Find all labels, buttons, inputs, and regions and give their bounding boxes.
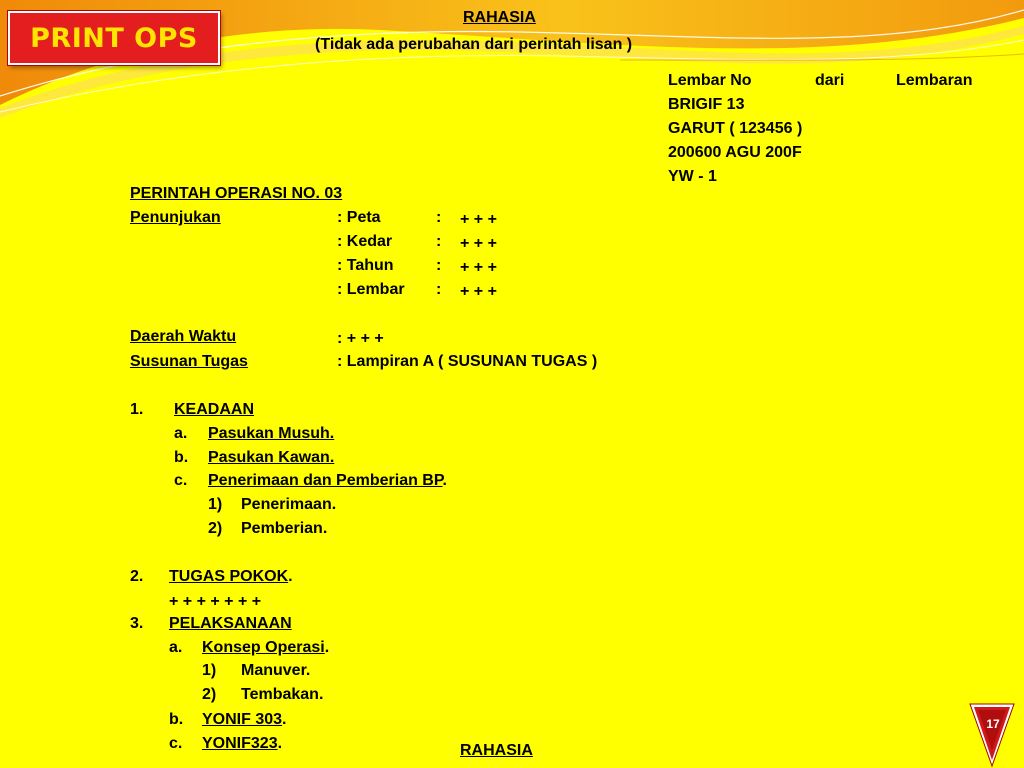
top-classification: RAHASIA	[463, 9, 536, 26]
item-1a-text: Pasukan Musuh.	[208, 425, 335, 442]
item-3b-letter: b.	[169, 711, 184, 728]
sheet-number-label: Lembar No	[668, 72, 752, 89]
lembar-value: + + +	[460, 283, 497, 300]
item-3a-line	[202, 638, 329, 658]
header-location: GARUT ( 123456 )	[668, 120, 803, 137]
item-1c2-text: Pemberian.	[241, 520, 328, 537]
item-1c1-text: Penerimaan.	[241, 496, 337, 513]
header-unit: BRIGIF 13	[668, 96, 745, 113]
section-2-body: + + + + + + +	[169, 593, 262, 610]
section-2-title: TUGAS POKOK	[169, 568, 289, 585]
penunjukan-label: Penunjukan	[130, 209, 221, 226]
slide-title-box	[8, 11, 220, 65]
page-number: 17	[986, 717, 1000, 731]
item-3c-letter: c.	[169, 735, 183, 752]
task-organization-value: : Lampiran A ( SUSUNAN TUGAS )	[337, 353, 598, 370]
item-3b-text: YONIF 303	[202, 711, 283, 728]
tahun-separator: :	[436, 257, 442, 274]
map-value: + + +	[460, 211, 497, 228]
item-3a1-number: 1)	[202, 662, 217, 679]
tahun-value: + + +	[460, 259, 497, 276]
item-1c-text: Penerimaan dan Pemberian BP	[208, 472, 443, 489]
map-key: : Peta	[337, 209, 381, 226]
section-1-title: KEADAAN	[174, 401, 254, 418]
header-note: (Tidak ada perubahan dari perintah lisan )	[315, 36, 633, 53]
item-3a2-number: 2)	[202, 686, 217, 703]
time-zone-value: : + + +	[337, 330, 384, 347]
lembar-separator: :	[436, 281, 442, 298]
item-3c-text: YONIF323	[202, 735, 278, 752]
item-1b-letter: b.	[174, 449, 189, 466]
section-3-number: 3.	[130, 615, 144, 632]
item-1c-suffix: .	[442, 472, 447, 489]
slide-title: PRINT OPS	[30, 22, 198, 54]
kedar-value: + + +	[460, 235, 497, 252]
section-3-title: PELAKSANAAN	[169, 615, 292, 632]
task-organization-label: Susunan Tugas	[130, 353, 248, 370]
item-3b-suffix: .	[282, 711, 287, 728]
time-zone-label: Daerah Waktu	[130, 328, 237, 345]
item-1c-line	[208, 471, 447, 491]
item-3a-text: Konsep Operasi	[202, 639, 325, 656]
kedar-separator: :	[436, 233, 442, 250]
lembar-key: : Lembar	[337, 281, 405, 298]
kedar-key: : Kedar	[337, 233, 393, 250]
item-3a1-text: Manuver.	[241, 662, 311, 679]
header-datetime: 200600 AGU 200F	[668, 144, 802, 161]
item-3b-line	[202, 710, 286, 730]
order-title: PERINTAH OPERASI NO. 03	[130, 185, 343, 202]
sheet-of-label: dari	[815, 72, 845, 89]
item-3a2-text: Tembakan.	[241, 686, 324, 703]
item-1b-text: Pasukan Kawan.	[208, 449, 335, 466]
tahun-key: : Tahun	[337, 257, 394, 274]
sheet-total-label: Lembaran	[896, 72, 973, 89]
section-2-number: 2.	[130, 568, 144, 585]
item-1c2-number: 2)	[208, 520, 223, 537]
item-3a-letter: a.	[169, 639, 183, 656]
section-2-suffix: .	[288, 568, 293, 585]
bottom-classification: RAHASIA	[460, 742, 533, 759]
item-1a-letter: a.	[174, 425, 188, 442]
item-1c1-number: 1)	[208, 496, 223, 513]
section-2-heading	[169, 567, 293, 587]
section-1-number: 1.	[130, 401, 144, 418]
item-1c-letter: c.	[174, 472, 188, 489]
map-separator: :	[436, 209, 442, 226]
item-3a-suffix: .	[324, 639, 330, 656]
header-reference: YW - 1	[668, 168, 717, 185]
page-number-badge-icon	[968, 702, 1016, 768]
item-3c-line	[202, 734, 282, 754]
item-3c-suffix: .	[277, 735, 283, 752]
